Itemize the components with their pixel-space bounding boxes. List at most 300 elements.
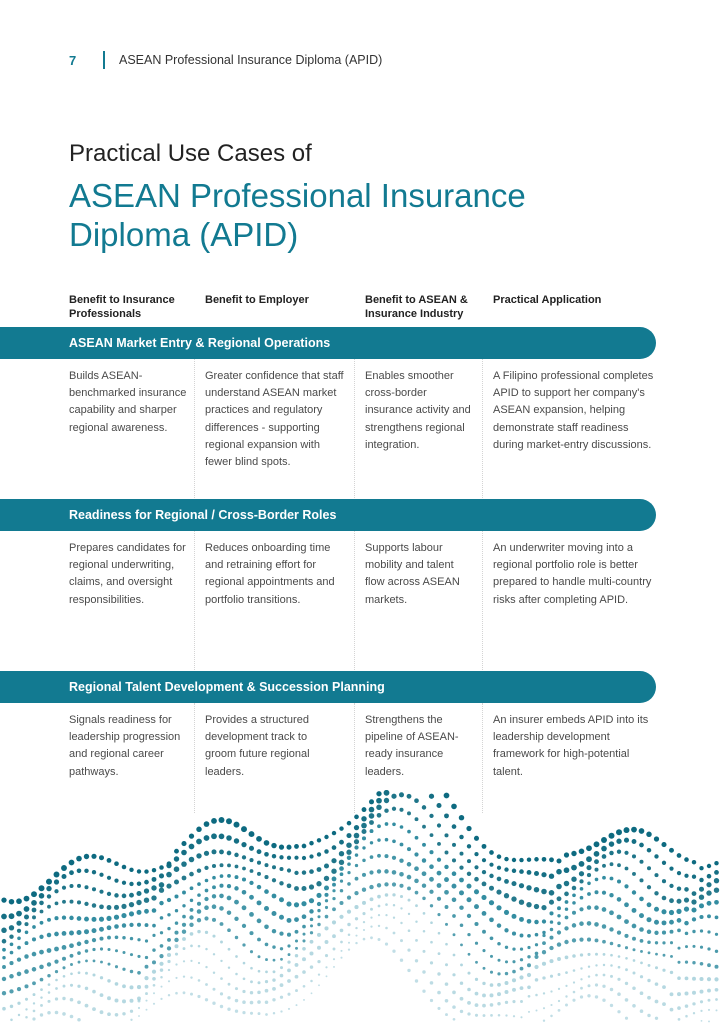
wave-dot (227, 910, 232, 915)
wave-dot (234, 886, 238, 890)
wave-dot (474, 889, 479, 894)
section-label: ASEAN Market Entry & Regional Operations (69, 336, 331, 350)
wave-dot (370, 916, 372, 918)
wave-dot (691, 899, 696, 904)
wave-dot (32, 967, 37, 972)
wave-dot (648, 964, 651, 967)
wave-dot (303, 933, 306, 936)
wave-dot (527, 919, 532, 924)
wave-dot (346, 850, 351, 855)
wave-dot (535, 943, 538, 946)
wave-dot (190, 886, 194, 890)
wave-dot (287, 918, 292, 923)
wave-dot (498, 1014, 501, 1017)
wave-dot (31, 891, 37, 897)
wave-dot (220, 977, 223, 980)
wave-dot (474, 865, 478, 869)
wave-dot (332, 934, 336, 938)
wave-dot (144, 880, 149, 885)
wave-dot (587, 938, 591, 942)
wave-dot (250, 967, 253, 970)
wave-dot (144, 909, 149, 914)
wave-dot (430, 981, 434, 985)
wave-dot (601, 837, 607, 843)
wave-dot (670, 930, 674, 934)
wave-dot (377, 838, 380, 841)
wave-dot (528, 995, 531, 998)
wave-dot (707, 977, 711, 981)
wave-dot (482, 930, 486, 934)
wave-dot (47, 974, 50, 977)
wave-dot (445, 851, 449, 855)
wave-dot (54, 959, 58, 963)
wave-dot (572, 901, 576, 905)
wave-dot (235, 1010, 238, 1013)
wave-dot (670, 941, 673, 944)
wave-dot (490, 955, 493, 958)
page-title: ASEAN Professional Insurance Diploma (APID) (69, 177, 526, 253)
wave-dot (294, 871, 298, 875)
wave-dot (129, 882, 133, 886)
wave-dot (639, 897, 644, 902)
wave-dot (466, 826, 471, 831)
wave-dot (437, 991, 441, 995)
wave-dot (452, 858, 456, 862)
wave-dot (354, 833, 360, 839)
wave-dot (272, 878, 276, 882)
wave-dot (212, 894, 216, 898)
wave-dot (190, 899, 193, 902)
wave-dot (159, 882, 165, 888)
wave-dot (558, 973, 561, 976)
wave-dot (685, 1015, 688, 1018)
wave-dot (160, 998, 162, 1000)
wave-dot (437, 858, 441, 862)
wave-dot (549, 946, 553, 950)
wave-dot (189, 844, 195, 850)
wave-dot (62, 900, 66, 904)
wave-dot (520, 986, 524, 990)
wave-dot (160, 968, 163, 971)
column-header-application: Practical Application (493, 294, 602, 306)
wave-dot (588, 975, 590, 977)
wave-dot (571, 877, 576, 882)
wave-dot (670, 992, 674, 996)
wave-dot (1, 914, 7, 920)
wave-dot (496, 890, 501, 895)
wave-dot (595, 868, 599, 872)
wave-dot (55, 987, 58, 990)
wave-dot (520, 1016, 522, 1018)
wave-dot (174, 849, 179, 854)
wave-dot (196, 827, 201, 832)
wave-dot (250, 869, 254, 873)
wave-dot (632, 872, 636, 876)
wave-dot (490, 1014, 493, 1017)
wave-dot (519, 900, 524, 905)
wave-dot (122, 968, 125, 971)
wave-dot (324, 886, 329, 891)
wave-dot (40, 1013, 43, 1016)
wave-dot (550, 990, 552, 992)
wave-dot (512, 947, 515, 950)
wave-dot (331, 869, 336, 874)
wave-dot (249, 881, 253, 885)
wave-dot (47, 962, 51, 966)
wave-dot (437, 913, 440, 916)
wave-dot (654, 907, 659, 912)
wave-dot (459, 890, 464, 895)
wave-dot (490, 1003, 494, 1007)
wave-dot (309, 841, 314, 846)
wave-dot (706, 882, 711, 887)
wave-dot (302, 844, 307, 849)
wave-dot (595, 953, 598, 956)
wave-dot (242, 890, 247, 895)
wave-dot (587, 994, 590, 997)
wave-dot (339, 840, 344, 845)
wave-dot (564, 881, 570, 887)
wave-dot (556, 884, 562, 890)
wave-dot (684, 907, 689, 912)
wave-dot (213, 953, 215, 955)
wave-dot (160, 931, 163, 934)
wave-dot (520, 958, 523, 961)
wave-dot (159, 865, 164, 870)
wave-dot (460, 982, 463, 985)
wave-dot (242, 867, 246, 871)
wave-dot (685, 992, 689, 996)
wave-dot (166, 863, 171, 868)
wave-dot (348, 934, 351, 937)
wave-dot (407, 794, 412, 799)
wave-dot (684, 921, 689, 926)
wave-dot (708, 1009, 710, 1011)
wave-dot (32, 937, 36, 941)
wave-dot (107, 858, 112, 863)
wave-dot (33, 1010, 36, 1013)
wave-dot (265, 943, 269, 947)
wave-dot (505, 972, 508, 975)
wave-dot (183, 960, 185, 962)
wave-dot (182, 876, 187, 881)
wave-dot (452, 898, 457, 903)
wave-dot (526, 902, 531, 907)
wave-dot (489, 874, 493, 878)
wave-dot (146, 1009, 148, 1011)
wave-dot (595, 974, 598, 977)
wave-dot (137, 938, 140, 941)
wave-dot (309, 854, 313, 858)
wave-dot (92, 903, 96, 907)
wave-dot (69, 860, 75, 866)
wave-dot (639, 913, 644, 918)
wave-dot (392, 839, 396, 843)
wave-dot (565, 916, 569, 920)
wave-dot (190, 976, 192, 978)
wave-dot (617, 1010, 620, 1013)
wave-dot (54, 916, 58, 920)
wave-dot (227, 863, 231, 867)
wave-dot (647, 848, 652, 853)
wave-dot (257, 861, 261, 865)
wave-dot (189, 923, 193, 927)
wave-dot (137, 881, 142, 886)
wave-dot (460, 924, 464, 928)
wave-dot (249, 846, 254, 851)
wave-dot (377, 883, 381, 887)
wave-dot (632, 1004, 636, 1008)
wave-dot (85, 960, 88, 963)
wave-dot (579, 879, 583, 883)
table-cell: Enables smoother cross-border insurance activity and strengthens regional integration. (365, 370, 471, 451)
wave-dot (84, 929, 89, 934)
wave-dot (70, 900, 74, 904)
wave-dot (130, 953, 133, 956)
wave-dot (272, 894, 277, 899)
wave-dot (198, 979, 201, 982)
wave-dot (227, 884, 231, 888)
wave-dot (159, 901, 163, 905)
wave-dot (40, 921, 44, 925)
wave-dot (354, 825, 359, 830)
wave-dot (77, 951, 81, 955)
wave-dot (624, 934, 628, 938)
wave-dot (580, 896, 584, 900)
wave-dot (362, 859, 365, 862)
wave-dot (17, 929, 21, 933)
table-cell: Supports labour mobility and talent flow across ASEAN markets. (365, 542, 460, 606)
wave-dot (496, 905, 501, 910)
wave-dot (92, 917, 97, 922)
wave-dot (692, 977, 696, 981)
wave-dot (422, 871, 427, 876)
wave-dot (77, 985, 80, 988)
wave-dot (145, 965, 149, 969)
wave-dot (346, 842, 352, 848)
wave-dot (24, 969, 29, 974)
wave-dot (692, 891, 697, 896)
wave-dot (474, 904, 479, 909)
wave-dot (692, 917, 696, 921)
wave-dot (580, 978, 582, 980)
wave-dot (595, 964, 597, 966)
wave-dot (376, 798, 382, 804)
wave-dot (93, 960, 96, 963)
wave-dot (594, 859, 599, 864)
wave-dot (609, 841, 614, 846)
wave-dot (369, 799, 374, 804)
wave-dot (310, 918, 314, 922)
wave-dot (429, 864, 434, 869)
wave-dot (430, 941, 433, 944)
wave-dot (309, 898, 314, 903)
wave-dot (257, 938, 261, 942)
wave-dot (190, 945, 193, 948)
wave-dot (459, 878, 464, 883)
wave-dot (115, 949, 118, 952)
wave-dot (302, 947, 306, 951)
wave-dot (24, 984, 28, 988)
wave-dot (279, 881, 283, 885)
wave-dot (541, 905, 546, 910)
wave-dot (355, 942, 357, 944)
wave-dot (25, 930, 29, 934)
wave-dot (340, 941, 343, 944)
wave-dot (84, 940, 88, 944)
wave-dot (392, 823, 396, 827)
wave-dot (707, 874, 712, 879)
wave-dot (16, 911, 22, 917)
wave-dot (423, 950, 426, 953)
wave-dot (287, 969, 291, 973)
wave-dot (152, 977, 156, 981)
wave-dot (475, 978, 478, 981)
wave-dot (490, 983, 494, 987)
wave-dot (632, 986, 636, 990)
wave-dot (190, 993, 193, 996)
wave-dot (325, 954, 328, 957)
wave-dot (572, 886, 576, 890)
wave-dot (370, 908, 373, 911)
wave-dot (677, 899, 682, 904)
wave-dot (467, 1001, 471, 1005)
wave-dot (512, 932, 516, 936)
wave-dot (62, 997, 65, 1000)
wave-dot (24, 906, 30, 912)
wave-dot (302, 925, 306, 929)
wave-dot (249, 931, 253, 935)
wave-dot (265, 989, 269, 993)
wave-dot (121, 904, 126, 909)
wave-dot (242, 924, 246, 928)
wave-dot (32, 1017, 35, 1020)
wave-dot (534, 871, 539, 876)
wave-dot (543, 1007, 545, 1009)
wave-dot (414, 866, 419, 871)
wave-dot (175, 921, 179, 925)
wave-dot (677, 886, 681, 890)
wave-dot (115, 982, 119, 986)
wave-dot (2, 939, 7, 944)
wave-dot (182, 904, 185, 907)
wave-dot (77, 900, 81, 904)
wave-dot (317, 902, 321, 906)
wave-dot (684, 874, 688, 878)
wave-dot (669, 898, 674, 903)
wave-dot (100, 1010, 104, 1014)
wave-dot (468, 953, 471, 956)
wave-dot (220, 992, 223, 995)
wave-dot (684, 857, 689, 862)
wave-dot (408, 929, 411, 932)
wave-dot (572, 893, 576, 897)
wave-dot (340, 889, 343, 892)
wave-dot (189, 915, 193, 919)
wave-dot (107, 876, 111, 880)
wave-dot (234, 838, 239, 843)
wave-dot (92, 870, 96, 874)
wave-dot (512, 858, 516, 862)
wave-dot (654, 931, 658, 935)
wave-dot (647, 930, 651, 934)
wave-dot (407, 811, 411, 815)
wave-dot (355, 877, 359, 881)
wave-dot (362, 873, 366, 877)
wave-dot (565, 971, 568, 974)
wave-dot (54, 872, 60, 878)
wave-dot (62, 886, 66, 890)
wave-dot (467, 914, 471, 918)
wave-dot (595, 995, 598, 998)
wave-dot (279, 915, 284, 920)
wave-dot (129, 868, 133, 872)
wave-dot (10, 942, 14, 946)
wave-dot (483, 1014, 486, 1017)
wave-dot (609, 910, 614, 915)
wave-dot (212, 935, 215, 938)
wave-dot (452, 824, 457, 829)
wave-dot (699, 903, 704, 908)
wave-dot (123, 951, 126, 954)
wave-dot (242, 1011, 245, 1014)
wave-dot (363, 938, 366, 941)
wave-dot (272, 865, 276, 869)
wave-dot (475, 942, 478, 945)
wave-dot (235, 973, 238, 976)
wave-dot (257, 991, 261, 995)
wave-dot (228, 966, 230, 968)
wave-dot (429, 850, 433, 854)
wave-dot (520, 1000, 523, 1003)
table-cell: Reduces onboarding time and retraining effort for regional appointments and portfolio transitions. (205, 542, 335, 606)
wave-dot (445, 923, 448, 926)
wave-dot (483, 967, 486, 970)
wave-dot (181, 850, 187, 856)
wave-dot (616, 829, 622, 835)
wave-dot (144, 898, 149, 903)
wave-dot (62, 915, 66, 919)
wave-dot (370, 829, 374, 833)
wave-dot (647, 1014, 650, 1017)
wave-dot (512, 978, 516, 982)
wave-dot (25, 1016, 28, 1019)
wave-dot (467, 972, 470, 975)
wave-dot (40, 978, 44, 982)
wave-dot (137, 923, 141, 927)
wave-dot (311, 992, 313, 994)
wave-dot (33, 1002, 35, 1004)
wave-dot (197, 995, 200, 998)
wave-dot (39, 893, 45, 899)
wave-dot (370, 897, 374, 901)
wave-dot (227, 1008, 230, 1011)
wave-dot (362, 836, 366, 840)
wave-dot (70, 1015, 74, 1019)
wave-dot (2, 965, 6, 969)
wave-dot (55, 970, 58, 973)
wave-dot (572, 923, 576, 927)
wave-dot (527, 985, 531, 989)
wave-dot (444, 865, 448, 869)
wave-dot (84, 854, 89, 859)
wave-dot (212, 864, 216, 868)
table-cell: A Filipino professional completes APID to support her company's ASEAN expansion, helping demonstrate staff readiness during market-entry discussions. (493, 370, 654, 451)
wave-dot (361, 829, 366, 834)
wave-dot (564, 926, 568, 930)
wave-dot (625, 998, 629, 1002)
wave-dot (174, 931, 178, 935)
